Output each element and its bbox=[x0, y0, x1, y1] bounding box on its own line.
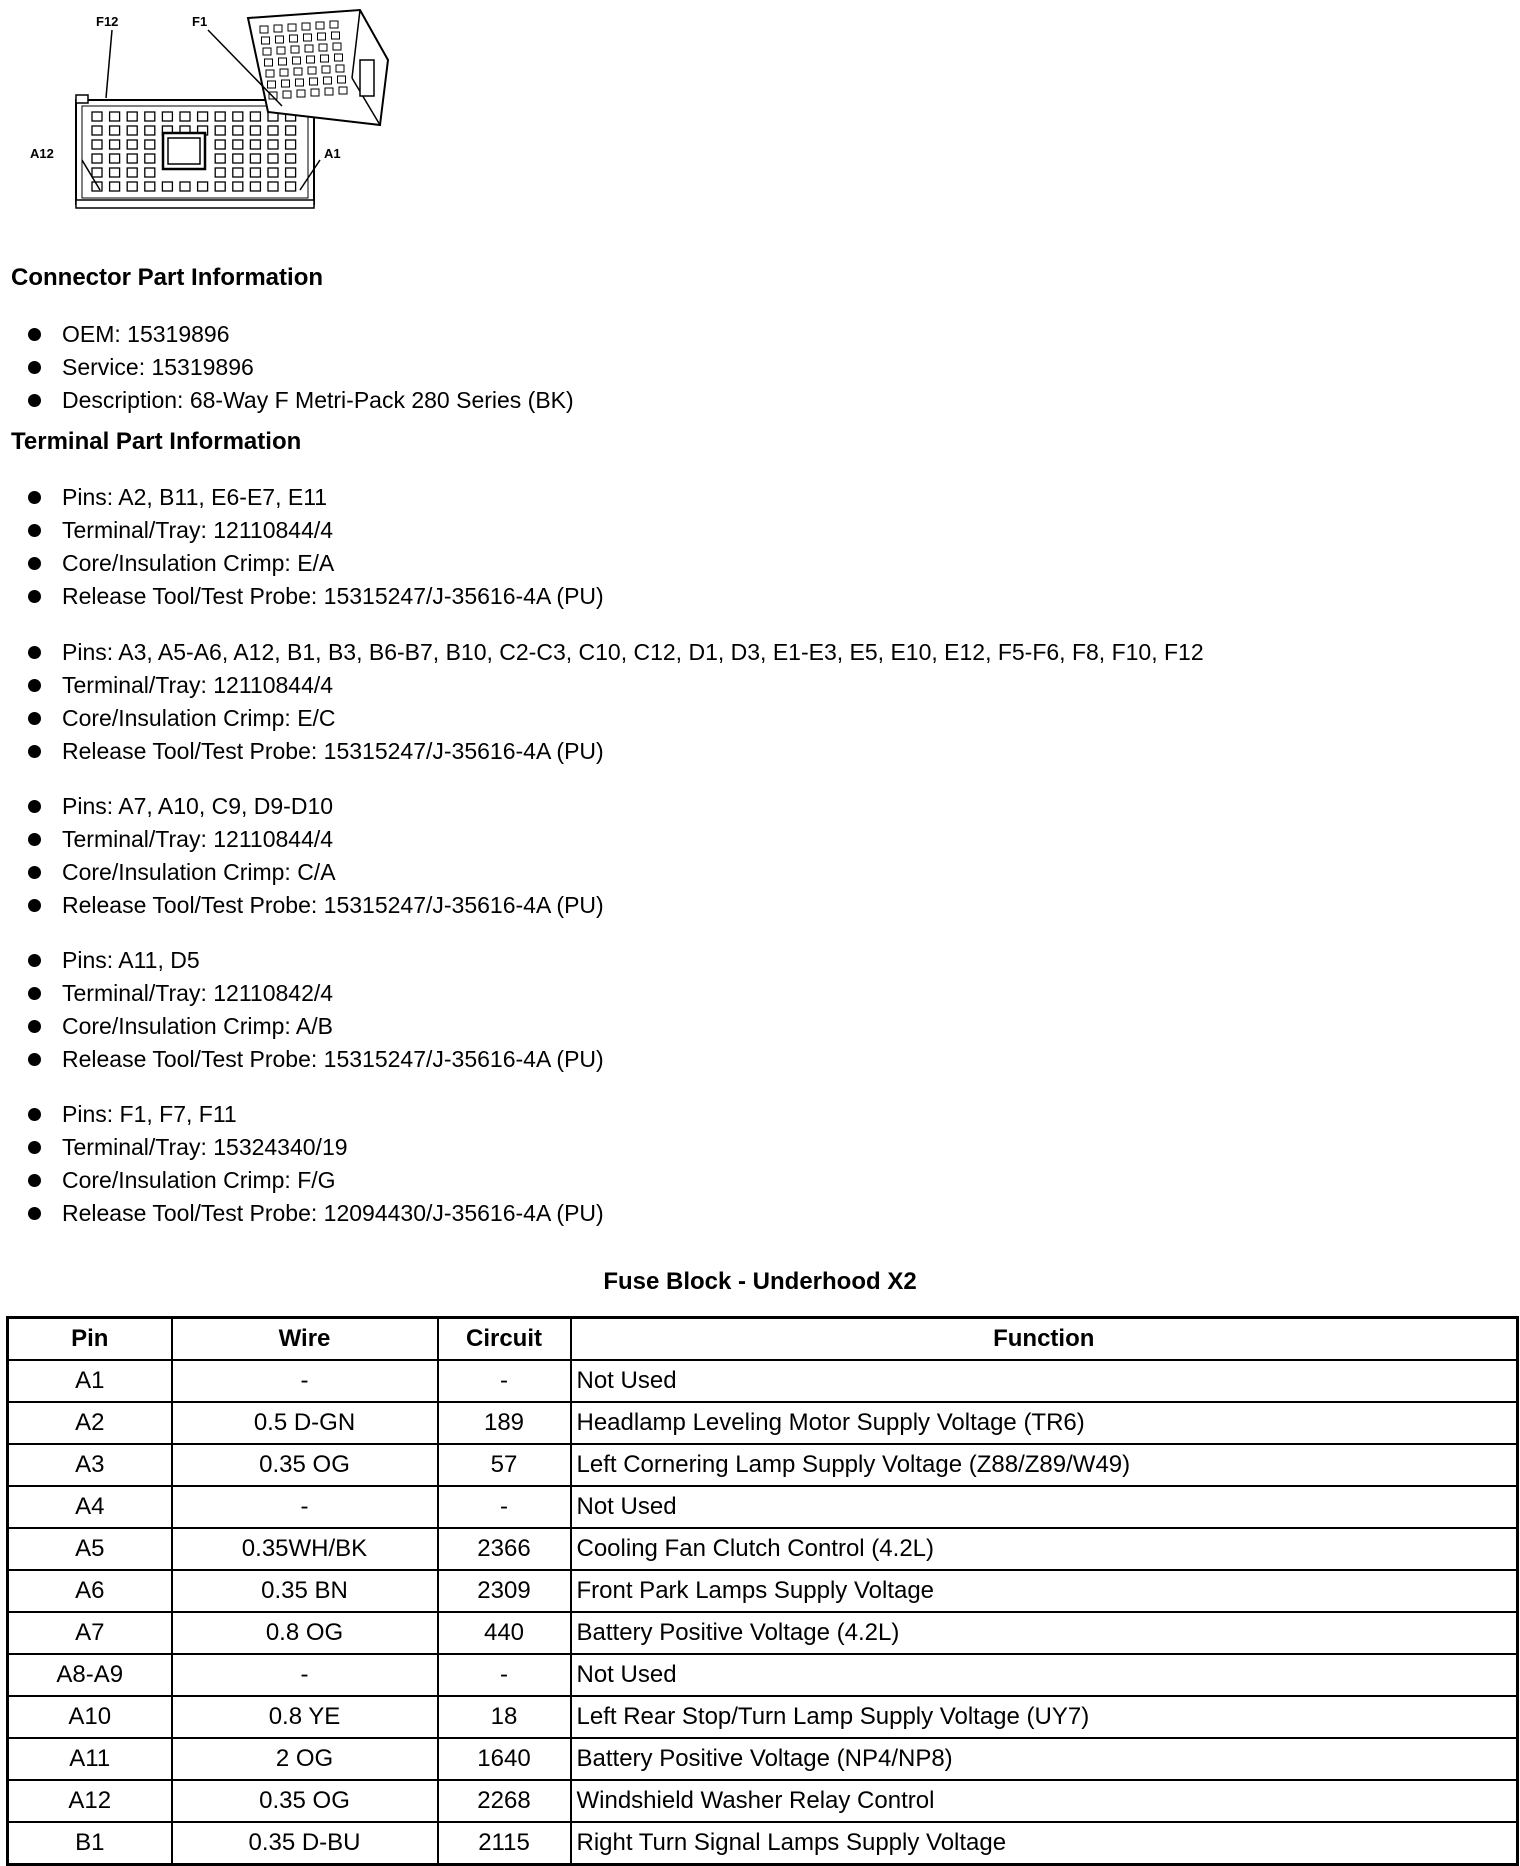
terminal-crimp: Core/Insulation Crimp: E/A bbox=[28, 547, 604, 580]
table-row bbox=[8, 1738, 1518, 1780]
pin-cavity bbox=[145, 154, 155, 163]
pin-cavity bbox=[293, 57, 301, 64]
pin-cavity bbox=[276, 36, 284, 43]
pin-cavity bbox=[286, 182, 296, 191]
wire-cell: 2 OG bbox=[172, 1738, 438, 1780]
bullet-icon bbox=[28, 679, 41, 692]
header-circuit: Circuit bbox=[438, 1318, 571, 1361]
pin-cavity bbox=[324, 77, 332, 84]
wire-cell: - bbox=[172, 1654, 438, 1696]
terminal-release-tool: Release Tool/Test Probe: 15315247/J-35616-4A (PU) bbox=[28, 1043, 604, 1076]
pin-cavity bbox=[250, 140, 260, 149]
pin-cavity bbox=[263, 48, 271, 55]
pin-cavity bbox=[162, 182, 172, 191]
pin-cavity bbox=[307, 56, 315, 63]
terminal-info-heading: Terminal Part Information bbox=[11, 428, 302, 455]
pin-cavity bbox=[291, 46, 299, 53]
pin-cavity bbox=[308, 67, 316, 74]
function-cell: Cooling Fan Clutch Control (4.2L) bbox=[571, 1528, 1518, 1570]
pin-cavity bbox=[145, 112, 155, 121]
pin-cell: B1 bbox=[8, 1822, 172, 1865]
pin-cavity bbox=[316, 22, 324, 29]
pin-cavity bbox=[296, 79, 304, 86]
pin-cavity bbox=[319, 44, 327, 51]
bullet-icon bbox=[28, 899, 41, 912]
pin-cavity bbox=[127, 168, 137, 177]
wire-cell: 0.5 D-GN bbox=[172, 1402, 438, 1444]
pin-cavity bbox=[336, 65, 344, 72]
pin-cavity bbox=[279, 58, 287, 65]
pin-function-table bbox=[6, 1316, 1519, 1866]
terminal-tray: Terminal/Tray: 12110842/4 bbox=[28, 977, 604, 1010]
pin-cavity bbox=[127, 182, 137, 191]
wire-cell: 0.35 OG bbox=[172, 1444, 438, 1486]
circuit-cell: 18 bbox=[438, 1696, 571, 1738]
table-row bbox=[8, 1612, 1518, 1654]
pin-cavity bbox=[286, 154, 296, 163]
pin-cavity bbox=[335, 54, 343, 61]
pin-cavity bbox=[266, 70, 274, 77]
table-row bbox=[8, 1444, 1518, 1486]
terminal-pins: Pins: A7, A10, C9, D9-D10 bbox=[28, 790, 604, 823]
function-cell: Right Turn Signal Lamps Supply Voltage bbox=[571, 1822, 1518, 1865]
terminal-group-5 bbox=[28, 1098, 604, 1230]
pin-cavity bbox=[145, 140, 155, 149]
table-row bbox=[8, 1402, 1518, 1444]
table-row bbox=[8, 1822, 1518, 1865]
pin-cavity bbox=[311, 89, 319, 96]
pin-cavity bbox=[110, 140, 120, 149]
table-body bbox=[8, 1360, 1518, 1865]
bullet-icon bbox=[28, 1174, 41, 1187]
pin-cavity bbox=[250, 112, 260, 121]
circuit-cell: 1640 bbox=[438, 1738, 571, 1780]
circuit-cell: 2309 bbox=[438, 1570, 571, 1612]
pin-cavity bbox=[233, 168, 243, 177]
pin-cavity bbox=[277, 47, 285, 54]
pin-cell: A12 bbox=[8, 1780, 172, 1822]
pin-cell: A1 bbox=[8, 1360, 172, 1402]
circuit-cell: - bbox=[438, 1360, 571, 1402]
pin-cavity bbox=[286, 140, 296, 149]
pin-cavity bbox=[145, 126, 155, 135]
pin-cavity bbox=[286, 126, 296, 135]
pin-cavity bbox=[262, 37, 270, 44]
circuit-cell: - bbox=[438, 1486, 571, 1528]
bullet-icon bbox=[28, 1020, 41, 1033]
pin-cavity bbox=[305, 45, 313, 52]
table-header-row bbox=[8, 1318, 1518, 1361]
pin-cavity bbox=[233, 140, 243, 149]
pin-cavity bbox=[92, 140, 102, 149]
pin-cavity bbox=[92, 126, 102, 135]
circuit-cell: 57 bbox=[438, 1444, 571, 1486]
bullet-icon bbox=[28, 800, 41, 813]
function-cell: Battery Positive Voltage (4.2L) bbox=[571, 1612, 1518, 1654]
pin-cavity bbox=[250, 182, 260, 191]
pin-cell: A7 bbox=[8, 1612, 172, 1654]
bullet-icon bbox=[28, 590, 41, 603]
wire-cell: 0.8 OG bbox=[172, 1612, 438, 1654]
bullet-icon bbox=[28, 491, 41, 504]
pin-cavity bbox=[290, 35, 298, 42]
bullet-icon bbox=[28, 954, 41, 967]
bullet-icon bbox=[28, 866, 41, 879]
table-row bbox=[8, 1654, 1518, 1696]
wire-cell: 0.8 YE bbox=[172, 1696, 438, 1738]
bullet-icon bbox=[28, 1207, 41, 1220]
pin-cavity bbox=[110, 154, 120, 163]
wire-cell: 0.35 BN bbox=[172, 1570, 438, 1612]
connector-info-oem: OEM: 15319896 bbox=[28, 318, 574, 351]
pin-cell: A3 bbox=[8, 1444, 172, 1486]
pin-cavity bbox=[339, 87, 347, 94]
pin-cavity bbox=[110, 126, 120, 135]
pin-cavity bbox=[127, 154, 137, 163]
pin-cavity bbox=[302, 23, 310, 30]
terminal-tray: Terminal/Tray: 15324340/19 bbox=[28, 1131, 604, 1164]
pin-cavity bbox=[286, 168, 296, 177]
pin-cavity bbox=[318, 33, 326, 40]
terminal-crimp: Core/Insulation Crimp: F/G bbox=[28, 1164, 604, 1197]
pin-cell: A5 bbox=[8, 1528, 172, 1570]
pin-cavity bbox=[110, 168, 120, 177]
pin-cavity bbox=[283, 91, 291, 98]
pin-cavity bbox=[180, 182, 190, 191]
wire-cell: - bbox=[172, 1486, 438, 1528]
function-cell: Not Used bbox=[571, 1486, 1518, 1528]
pin-cavity bbox=[268, 140, 278, 149]
pin-cavity bbox=[92, 168, 102, 177]
terminal-crimp: Core/Insulation Crimp: A/B bbox=[28, 1010, 604, 1043]
pin-cavity bbox=[268, 154, 278, 163]
bullet-icon bbox=[28, 361, 41, 374]
terminal-tray: Terminal/Tray: 12110844/4 bbox=[28, 514, 604, 547]
bullet-icon bbox=[28, 646, 41, 659]
table-row bbox=[8, 1528, 1518, 1570]
pin-cell: A11 bbox=[8, 1738, 172, 1780]
circuit-cell: 2115 bbox=[438, 1822, 571, 1865]
pin-cell: A8-A9 bbox=[8, 1654, 172, 1696]
table-row bbox=[8, 1570, 1518, 1612]
pin-cell: A10 bbox=[8, 1696, 172, 1738]
pin-cavity bbox=[198, 112, 208, 121]
pin-cavity bbox=[294, 68, 302, 75]
circuit-cell: 189 bbox=[438, 1402, 571, 1444]
function-cell: Left Cornering Lamp Supply Voltage (Z88/Z89/W49) bbox=[571, 1444, 1518, 1486]
pin-cavity bbox=[268, 182, 278, 191]
bullet-icon bbox=[28, 745, 41, 758]
pin-cavity bbox=[215, 182, 225, 191]
pin-cavity bbox=[215, 154, 225, 163]
pin-cavity bbox=[233, 182, 243, 191]
pin-cavity bbox=[260, 26, 268, 33]
pin-cell: A6 bbox=[8, 1570, 172, 1612]
circuit-cell: 2268 bbox=[438, 1780, 571, 1822]
pin-cavity bbox=[233, 154, 243, 163]
bullet-icon bbox=[28, 394, 41, 407]
connector-drawing bbox=[20, 0, 400, 215]
connector-info-heading: Connector Part Information bbox=[11, 264, 324, 291]
terminal-pins: Pins: A2, B11, E6-E7, E11 bbox=[28, 481, 604, 514]
connector-info-description: Description: 68-Way F Metri-Pack 280 Series (BK) bbox=[28, 384, 574, 417]
pin-cavity bbox=[250, 126, 260, 135]
pin-cavity bbox=[322, 66, 330, 73]
pin-label-f1: F1 bbox=[192, 14, 208, 29]
connector-illustration bbox=[20, 0, 400, 215]
pin-cavity bbox=[321, 55, 329, 62]
terminal-crimp: Core/Insulation Crimp: E/C bbox=[28, 702, 1204, 735]
pin-cavity bbox=[332, 32, 340, 39]
function-cell: Front Park Lamps Supply Voltage bbox=[571, 1570, 1518, 1612]
pin-label-a12: A12 bbox=[30, 146, 54, 161]
pin-cavity bbox=[162, 112, 172, 121]
pin-cavity bbox=[274, 25, 282, 32]
wire-cell: 0.35 OG bbox=[172, 1780, 438, 1822]
function-cell: Headlamp Leveling Motor Supply Voltage (TR6) bbox=[571, 1402, 1518, 1444]
pin-cell: A2 bbox=[8, 1402, 172, 1444]
bullet-icon bbox=[28, 557, 41, 570]
function-cell: Battery Positive Voltage (NP4/NP8) bbox=[571, 1738, 1518, 1780]
table-row bbox=[8, 1780, 1518, 1822]
pin-cavity bbox=[215, 112, 225, 121]
terminal-tray: Terminal/Tray: 12110844/4 bbox=[28, 669, 1204, 702]
pin-cavity bbox=[268, 81, 276, 88]
pin-cavity bbox=[145, 168, 155, 177]
pin-cavity bbox=[127, 140, 137, 149]
function-cell: Not Used bbox=[571, 1654, 1518, 1696]
pin-cavity bbox=[288, 24, 296, 31]
terminal-group-1 bbox=[28, 481, 604, 613]
bullet-icon bbox=[28, 833, 41, 846]
terminal-release-tool: Release Tool/Test Probe: 15315247/J-35616-4A (PU) bbox=[28, 580, 604, 613]
connector-info-service: Service: 15319896 bbox=[28, 351, 574, 384]
header-pin: Pin bbox=[8, 1318, 172, 1361]
pin-cavity bbox=[110, 112, 120, 121]
terminal-crimp: Core/Insulation Crimp: C/A bbox=[28, 856, 604, 889]
bullet-icon bbox=[28, 712, 41, 725]
pin-cavity bbox=[145, 182, 155, 191]
pin-cavity bbox=[110, 182, 120, 191]
pin-cavity bbox=[310, 78, 318, 85]
terminal-release-tool: Release Tool/Test Probe: 15315247/J-35616-4A (PU) bbox=[28, 735, 1204, 768]
bullet-icon bbox=[28, 524, 41, 537]
terminal-release-tool: Release Tool/Test Probe: 12094430/J-35616-4A (PU) bbox=[28, 1197, 604, 1230]
terminal-group-2 bbox=[28, 636, 1204, 768]
function-cell: Left Rear Stop/Turn Lamp Supply Voltage (UY7) bbox=[571, 1696, 1518, 1738]
circuit-cell: 440 bbox=[438, 1612, 571, 1654]
pin-cavity bbox=[338, 76, 346, 83]
terminal-group-4 bbox=[28, 944, 604, 1076]
terminal-group-3 bbox=[28, 790, 604, 922]
pin-cavity bbox=[268, 168, 278, 177]
pin-cavity bbox=[265, 59, 273, 66]
pin-cavity bbox=[333, 43, 341, 50]
terminal-pins: Pins: A11, D5 bbox=[28, 944, 604, 977]
circuit-cell: - bbox=[438, 1654, 571, 1696]
pin-cavity bbox=[304, 34, 312, 41]
bullet-icon bbox=[28, 328, 41, 341]
pin-cavity bbox=[233, 112, 243, 121]
connector-info-list bbox=[28, 318, 574, 417]
pin-cavity bbox=[92, 154, 102, 163]
bullet-icon bbox=[28, 1141, 41, 1154]
wire-cell: 0.35WH/BK bbox=[172, 1528, 438, 1570]
pin-cavity bbox=[282, 80, 290, 87]
connector-perspective-view bbox=[248, 10, 388, 125]
pin-label-a1: A1 bbox=[324, 146, 341, 161]
pin-cavity bbox=[250, 168, 260, 177]
table-title: Fuse Block - Underhood X2 bbox=[603, 1268, 917, 1295]
bullet-icon bbox=[28, 1053, 41, 1066]
pin-cavity bbox=[215, 140, 225, 149]
function-cell: Windshield Washer Relay Control bbox=[571, 1780, 1518, 1822]
pin-cavity bbox=[325, 88, 333, 95]
terminal-tray: Terminal/Tray: 12110844/4 bbox=[28, 823, 604, 856]
pin-cavity bbox=[330, 21, 338, 28]
pin-cavity bbox=[92, 112, 102, 121]
pin-cavity bbox=[233, 126, 243, 135]
pin-cavity bbox=[127, 126, 137, 135]
pin-label-f12: F12 bbox=[96, 14, 119, 29]
pin-cavity bbox=[180, 112, 190, 121]
bullet-icon bbox=[28, 987, 41, 1000]
pin-cavity bbox=[198, 182, 208, 191]
circuit-cell: 2366 bbox=[438, 1528, 571, 1570]
wire-cell: 0.35 D-BU bbox=[172, 1822, 438, 1865]
pin-cell: A4 bbox=[8, 1486, 172, 1528]
terminal-pins: Pins: F1, F7, F11 bbox=[28, 1098, 604, 1131]
pin-cavity bbox=[280, 69, 288, 76]
bullet-icon bbox=[28, 1108, 41, 1121]
pin-cavity bbox=[250, 154, 260, 163]
function-cell: Not Used bbox=[571, 1360, 1518, 1402]
table-row bbox=[8, 1696, 1518, 1738]
table-row bbox=[8, 1486, 1518, 1528]
terminal-release-tool: Release Tool/Test Probe: 15315247/J-35616-4A (PU) bbox=[28, 889, 604, 922]
header-function: Function bbox=[571, 1318, 1518, 1361]
pin-cavity bbox=[268, 126, 278, 135]
pin-cavity bbox=[127, 112, 137, 121]
pin-cavity bbox=[215, 126, 225, 135]
pin-cavity bbox=[215, 168, 225, 177]
header-wire: Wire bbox=[172, 1318, 438, 1361]
pin-cavity bbox=[297, 90, 305, 97]
wire-cell: - bbox=[172, 1360, 438, 1402]
table-row bbox=[8, 1360, 1518, 1402]
terminal-pins: Pins: A3, A5-A6, A12, B1, B3, B6-B7, B10, C2-C3, C10, C12, D1, D3, E1-E3, E5, E10, E12, F5-F6, F8, F10, F12 bbox=[28, 636, 1204, 669]
